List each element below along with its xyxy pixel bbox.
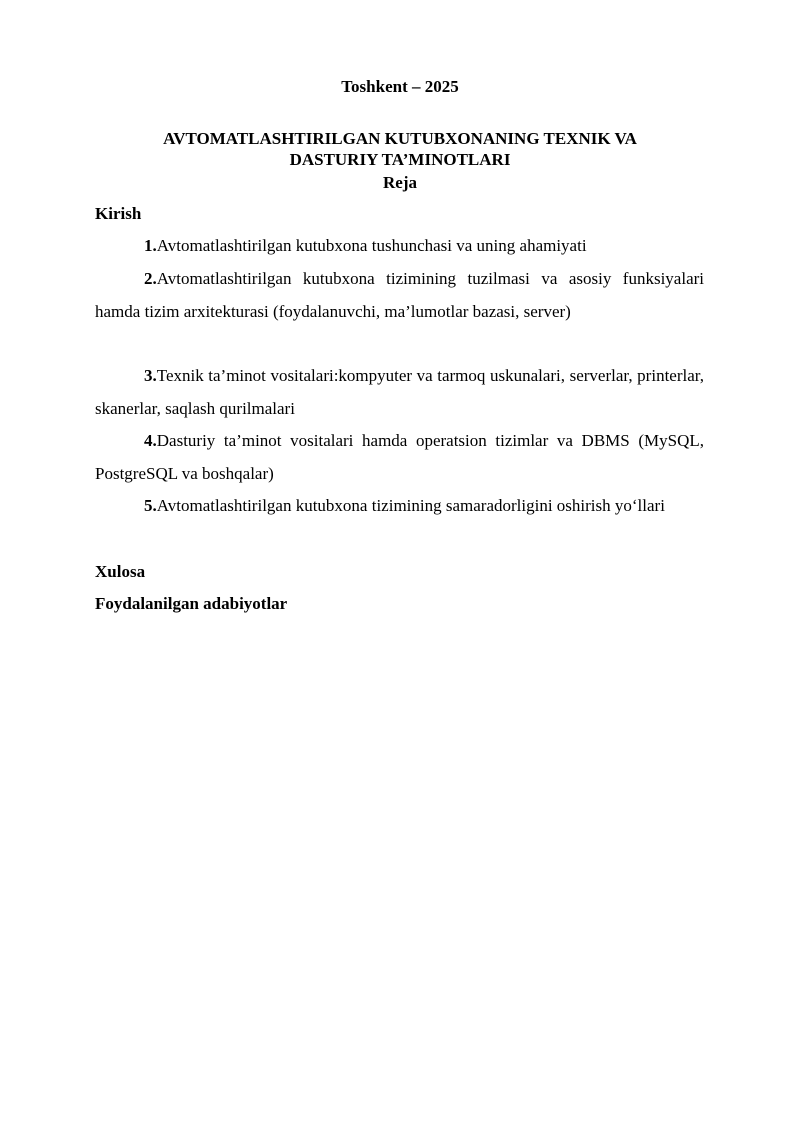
plan-item-number: 2. xyxy=(144,269,157,288)
plan-item-text: Avtomatlashtirilgan kutubxona tushunchasi va uning ahamiyati xyxy=(156,236,587,255)
plan-item-text: Avtomatlashtirilgan kutubxona tizimining tuzilmasi va asosiy funksiyalari hamda tizim arxitekturasi (foydalanuvchi, ma’lumotlar bazasi, server) xyxy=(95,269,704,321)
document-title xyxy=(96,128,704,170)
plan-item-number: 3. xyxy=(144,366,157,385)
document-title-line-1: AVTOMATLASHTIRILGAN KUTUBXONANING TEXNIK VA xyxy=(163,129,637,148)
document-title-line-2: DASTURIY TA’MINOTLARI xyxy=(289,150,511,169)
plan-item-text: Texnik ta’minot vositalari:kompyuter va tarmoq uskunalari, serverlar, printerlar, skanerlar, saqlash qurilmalari xyxy=(95,366,704,418)
plan-item-4 xyxy=(95,425,704,490)
references-heading: Foydalanilgan adabiyotlar xyxy=(95,594,288,613)
plan-item-1 xyxy=(95,230,704,263)
plan-item-text: Dasturiy ta’minot vositalari hamda operatsion tizimlar va DBMS (MySQL, PostgreSQL va boshqalar) xyxy=(95,431,704,483)
plan-item-2 xyxy=(95,263,704,328)
plan-item-number: 5. xyxy=(144,496,157,515)
conclusion-heading: Xulosa xyxy=(95,562,146,581)
plan-heading: Reja xyxy=(383,173,417,192)
plan-item-3 xyxy=(95,360,704,425)
plan-item-number: 4. xyxy=(144,431,157,450)
city-year-heading: Toshkent – 2025 xyxy=(341,77,459,96)
intro-heading: Kirish xyxy=(95,204,142,223)
plan-item-text: Avtomatlashtirilgan kutubxona tizimining samaradorligini oshirish yo‘llari xyxy=(156,496,665,515)
plan-item-number: 1. xyxy=(144,236,157,255)
plan-item-5 xyxy=(95,490,704,523)
